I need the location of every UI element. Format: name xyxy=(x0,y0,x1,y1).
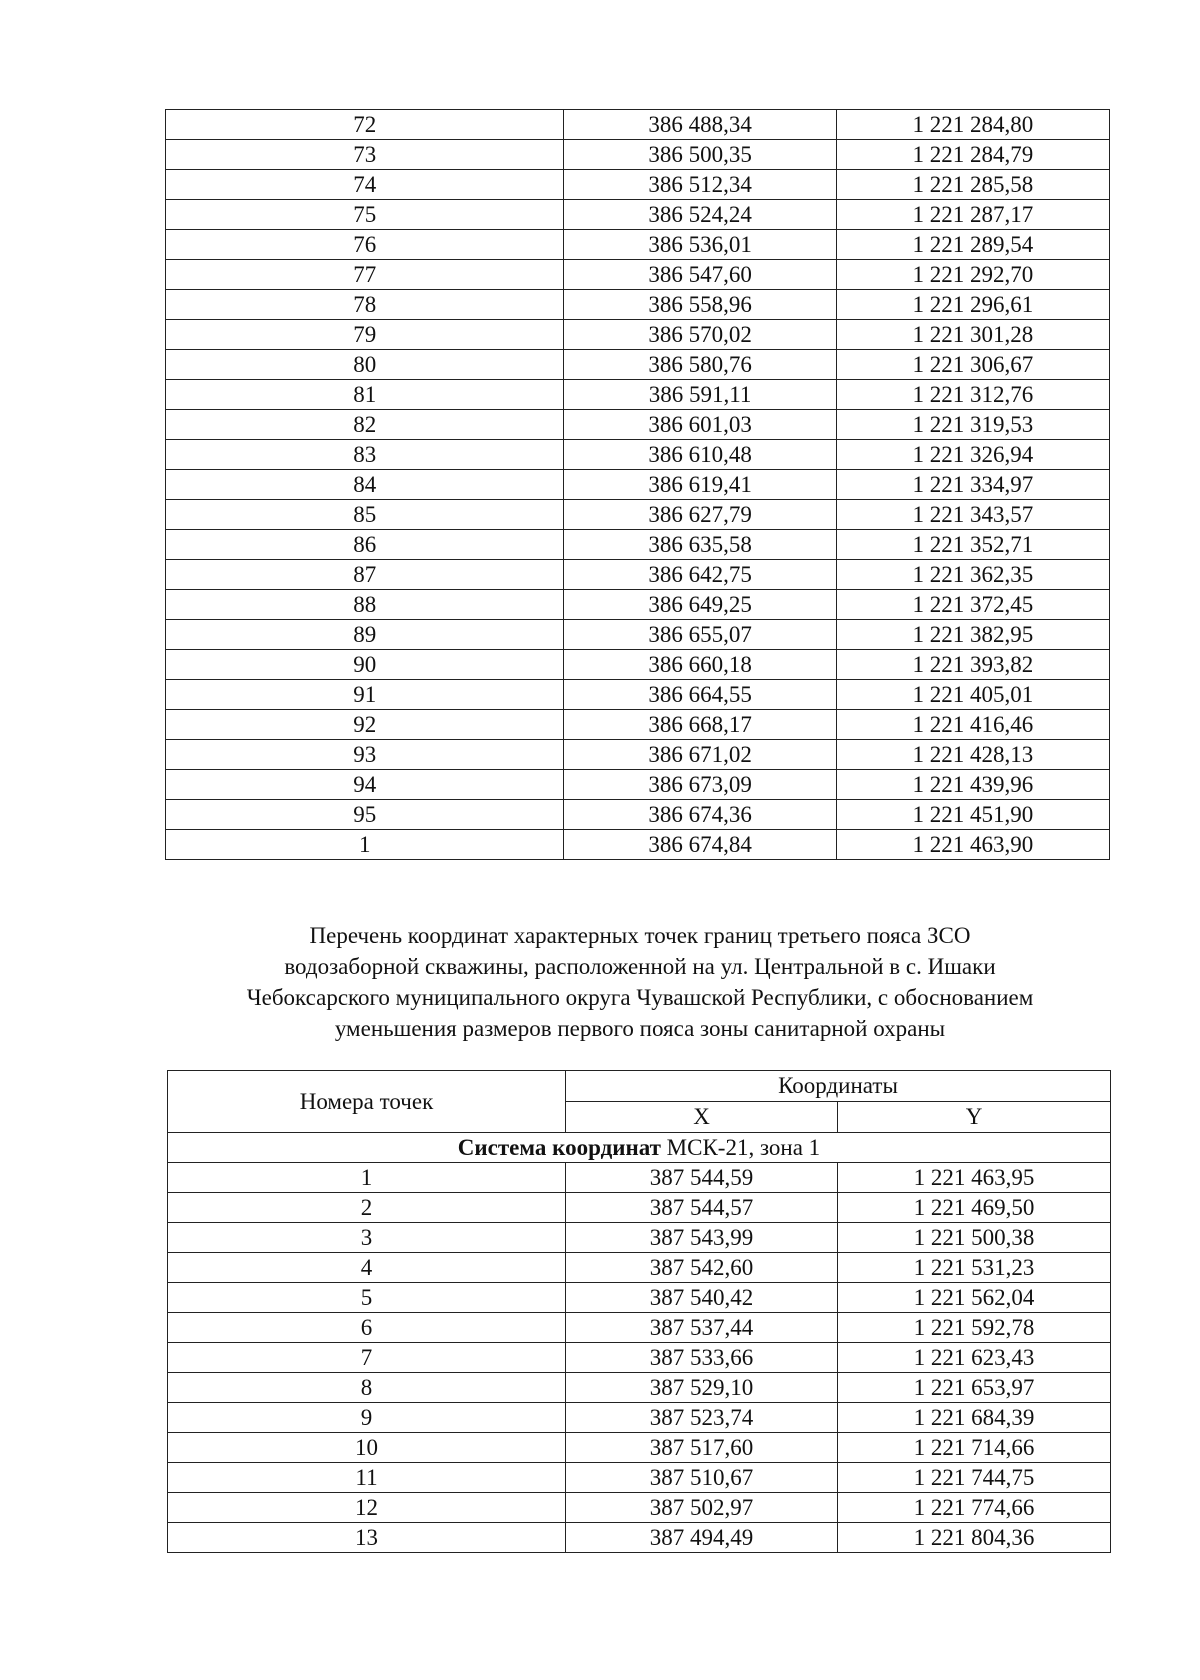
y-coordinate-cell: 1 221 319,53 xyxy=(836,410,1109,440)
x-coordinate-cell: 387 537,44 xyxy=(566,1313,838,1343)
y-coordinate-cell: 1 221 714,66 xyxy=(838,1433,1111,1463)
point-number-cell: 3 xyxy=(168,1223,566,1253)
point-number-cell: 73 xyxy=(166,140,564,170)
header-y: Y xyxy=(838,1102,1111,1133)
y-coordinate-cell: 1 221 463,90 xyxy=(836,830,1109,860)
table-row xyxy=(166,530,1110,560)
point-number-cell: 13 xyxy=(168,1523,566,1553)
point-number-cell: 8 xyxy=(168,1373,566,1403)
x-coordinate-cell: 386 619,41 xyxy=(564,470,836,500)
point-number-cell: 86 xyxy=(166,530,564,560)
point-number-cell: 95 xyxy=(166,800,564,830)
x-coordinate-cell: 386 642,75 xyxy=(564,560,836,590)
x-coordinate-cell: 386 674,84 xyxy=(564,830,836,860)
point-number-cell: 1 xyxy=(168,1163,566,1193)
point-number-cell: 7 xyxy=(168,1343,566,1373)
table-row xyxy=(166,740,1110,770)
x-coordinate-cell: 386 668,17 xyxy=(564,710,836,740)
x-coordinate-cell: 386 649,25 xyxy=(564,590,836,620)
y-coordinate-cell: 1 221 343,57 xyxy=(836,500,1109,530)
x-coordinate-cell: 386 673,09 xyxy=(564,770,836,800)
y-coordinate-cell: 1 221 362,35 xyxy=(836,560,1109,590)
point-number-cell: 72 xyxy=(166,110,564,140)
y-coordinate-cell: 1 221 463,95 xyxy=(838,1163,1111,1193)
table-row xyxy=(166,230,1110,260)
x-coordinate-cell: 387 494,49 xyxy=(566,1523,838,1553)
y-coordinate-cell: 1 221 451,90 xyxy=(836,800,1109,830)
caption-line: Перечень координат характерных точек границ третьего пояса ЗСО xyxy=(309,923,971,948)
table-row xyxy=(166,680,1110,710)
y-coordinate-cell: 1 221 285,58 xyxy=(836,170,1109,200)
point-number-cell: 92 xyxy=(166,710,564,740)
table-row xyxy=(166,620,1110,650)
x-coordinate-cell: 386 512,34 xyxy=(564,170,836,200)
table-row xyxy=(168,1403,1111,1433)
table-row xyxy=(168,1373,1111,1403)
x-coordinate-cell: 386 627,79 xyxy=(564,500,836,530)
x-coordinate-cell: 386 610,48 xyxy=(564,440,836,470)
table-row xyxy=(168,1163,1111,1193)
table-row xyxy=(166,320,1110,350)
y-coordinate-cell: 1 221 312,76 xyxy=(836,380,1109,410)
caption-line: водозаборной скважины, расположенной на ул. Центральной в с. Ишаки xyxy=(284,954,996,979)
header-row xyxy=(168,1071,1111,1102)
point-number-cell: 74 xyxy=(166,170,564,200)
point-number-cell: 2 xyxy=(168,1193,566,1223)
y-coordinate-cell: 1 221 439,96 xyxy=(836,770,1109,800)
point-number-cell: 88 xyxy=(166,590,564,620)
point-number-cell: 9 xyxy=(168,1403,566,1433)
x-coordinate-cell: 387 544,59 xyxy=(566,1163,838,1193)
table-caption xyxy=(180,920,1100,1044)
y-coordinate-cell: 1 221 653,97 xyxy=(838,1373,1111,1403)
y-coordinate-cell: 1 221 326,94 xyxy=(836,440,1109,470)
table-row xyxy=(168,1433,1111,1463)
point-number-cell: 83 xyxy=(166,440,564,470)
y-coordinate-cell: 1 221 416,46 xyxy=(836,710,1109,740)
y-coordinate-cell: 1 221 623,43 xyxy=(838,1343,1111,1373)
y-coordinate-cell: 1 221 334,97 xyxy=(836,470,1109,500)
coordinates-table-third-zone xyxy=(167,1070,1111,1553)
point-number-cell: 76 xyxy=(166,230,564,260)
x-coordinate-cell: 387 533,66 xyxy=(566,1343,838,1373)
table-row xyxy=(168,1493,1111,1523)
x-coordinate-cell: 387 544,57 xyxy=(566,1193,838,1223)
y-coordinate-cell: 1 221 393,82 xyxy=(836,650,1109,680)
coordinate-system-label xyxy=(168,1133,1111,1163)
table-row xyxy=(166,770,1110,800)
table-body xyxy=(166,110,1110,860)
coordinate-system-name: МСК-21, зона 1 xyxy=(660,1135,821,1160)
y-coordinate-cell: 1 221 352,71 xyxy=(836,530,1109,560)
x-coordinate-cell: 386 660,18 xyxy=(564,650,836,680)
table-row xyxy=(166,500,1110,530)
y-coordinate-cell: 1 221 372,45 xyxy=(836,590,1109,620)
point-number-cell: 1 xyxy=(166,830,564,860)
table-row xyxy=(166,560,1110,590)
point-number-cell: 87 xyxy=(166,560,564,590)
table-row xyxy=(166,140,1110,170)
y-coordinate-cell: 1 221 500,38 xyxy=(838,1223,1111,1253)
point-number-cell: 91 xyxy=(166,680,564,710)
table-row xyxy=(168,1523,1111,1553)
x-coordinate-cell: 386 488,34 xyxy=(564,110,836,140)
y-coordinate-cell: 1 221 289,54 xyxy=(836,230,1109,260)
y-coordinate-cell: 1 221 292,70 xyxy=(836,260,1109,290)
point-number-cell: 82 xyxy=(166,410,564,440)
y-coordinate-cell: 1 221 684,39 xyxy=(838,1403,1111,1433)
point-number-cell: 5 xyxy=(168,1283,566,1313)
table-row xyxy=(166,440,1110,470)
y-coordinate-cell: 1 221 744,75 xyxy=(838,1463,1111,1493)
table-body xyxy=(168,1133,1111,1553)
x-coordinate-cell: 387 517,60 xyxy=(566,1433,838,1463)
y-coordinate-cell: 1 221 287,17 xyxy=(836,200,1109,230)
point-number-cell: 85 xyxy=(166,500,564,530)
point-number-cell: 90 xyxy=(166,650,564,680)
x-coordinate-cell: 387 540,42 xyxy=(566,1283,838,1313)
x-coordinate-cell: 386 536,01 xyxy=(564,230,836,260)
point-number-cell: 79 xyxy=(166,320,564,350)
table-row xyxy=(166,800,1110,830)
x-coordinate-cell: 386 601,03 xyxy=(564,410,836,440)
y-coordinate-cell: 1 221 592,78 xyxy=(838,1313,1111,1343)
table-row xyxy=(168,1283,1111,1313)
table-row xyxy=(168,1223,1111,1253)
x-coordinate-cell: 386 570,02 xyxy=(564,320,836,350)
table-row xyxy=(166,290,1110,320)
x-coordinate-cell: 387 523,74 xyxy=(566,1403,838,1433)
point-number-cell: 10 xyxy=(168,1433,566,1463)
x-coordinate-cell: 386 558,96 xyxy=(564,290,836,320)
table-row xyxy=(168,1313,1111,1343)
point-number-cell: 89 xyxy=(166,620,564,650)
x-coordinate-cell: 386 664,55 xyxy=(564,680,836,710)
coordinates-table-continued xyxy=(165,109,1110,860)
x-coordinate-cell: 386 547,60 xyxy=(564,260,836,290)
table-row xyxy=(166,830,1110,860)
table-row xyxy=(166,410,1110,440)
x-coordinate-cell: 386 500,35 xyxy=(564,140,836,170)
point-number-cell: 4 xyxy=(168,1253,566,1283)
x-coordinate-cell: 387 502,97 xyxy=(566,1493,838,1523)
x-coordinate-cell: 387 529,10 xyxy=(566,1373,838,1403)
y-coordinate-cell: 1 221 284,80 xyxy=(836,110,1109,140)
table-row xyxy=(166,110,1110,140)
table-row xyxy=(166,710,1110,740)
coordinate-system-bold: Система координат xyxy=(457,1135,661,1160)
y-coordinate-cell: 1 221 774,66 xyxy=(838,1493,1111,1523)
x-coordinate-cell: 386 674,36 xyxy=(564,800,836,830)
table-row xyxy=(168,1463,1111,1493)
point-number-cell: 94 xyxy=(166,770,564,800)
x-coordinate-cell: 386 655,07 xyxy=(564,620,836,650)
header-x: X xyxy=(566,1102,838,1133)
x-coordinate-cell: 386 635,58 xyxy=(564,530,836,560)
table-row xyxy=(166,200,1110,230)
x-coordinate-cell: 386 580,76 xyxy=(564,350,836,380)
point-number-cell: 93 xyxy=(166,740,564,770)
y-coordinate-cell: 1 221 804,36 xyxy=(838,1523,1111,1553)
table-row xyxy=(166,170,1110,200)
table-row xyxy=(166,380,1110,410)
point-number-cell: 77 xyxy=(166,260,564,290)
y-coordinate-cell: 1 221 428,13 xyxy=(836,740,1109,770)
y-coordinate-cell: 1 221 382,95 xyxy=(836,620,1109,650)
table-row xyxy=(168,1253,1111,1283)
y-coordinate-cell: 1 221 405,01 xyxy=(836,680,1109,710)
point-number-cell: 78 xyxy=(166,290,564,320)
x-coordinate-cell: 387 543,99 xyxy=(566,1223,838,1253)
caption-line: Чебоксарского муниципального округа Чувашской Республики, с обоснованием xyxy=(246,985,1034,1010)
y-coordinate-cell: 1 221 284,79 xyxy=(836,140,1109,170)
caption-line: уменьшения размеров первого пояса зоны санитарной охраны xyxy=(334,1016,946,1041)
table-row xyxy=(166,650,1110,680)
y-coordinate-cell: 1 221 562,04 xyxy=(838,1283,1111,1313)
header-point-numbers: Номера точек xyxy=(168,1071,566,1133)
y-coordinate-cell: 1 221 469,50 xyxy=(838,1193,1111,1223)
x-coordinate-cell: 386 591,11 xyxy=(564,380,836,410)
point-number-cell: 75 xyxy=(166,200,564,230)
y-coordinate-cell: 1 221 296,61 xyxy=(836,290,1109,320)
point-number-cell: 12 xyxy=(168,1493,566,1523)
header-coordinates: Координаты xyxy=(566,1071,1111,1102)
point-number-cell: 11 xyxy=(168,1463,566,1493)
y-coordinate-cell: 1 221 301,28 xyxy=(836,320,1109,350)
point-number-cell: 6 xyxy=(168,1313,566,1343)
point-number-cell: 84 xyxy=(166,470,564,500)
y-coordinate-cell: 1 221 531,23 xyxy=(838,1253,1111,1283)
table-row xyxy=(168,1343,1111,1373)
x-coordinate-cell: 386 671,02 xyxy=(564,740,836,770)
x-coordinate-cell: 387 510,67 xyxy=(566,1463,838,1493)
point-number-cell: 81 xyxy=(166,380,564,410)
table-row xyxy=(168,1193,1111,1223)
y-coordinate-cell: 1 221 306,67 xyxy=(836,350,1109,380)
table-row xyxy=(166,350,1110,380)
point-number-cell: 80 xyxy=(166,350,564,380)
table-row xyxy=(166,590,1110,620)
x-coordinate-cell: 387 542,60 xyxy=(566,1253,838,1283)
coordinate-system-row xyxy=(168,1133,1111,1163)
x-coordinate-cell: 386 524,24 xyxy=(564,200,836,230)
table-row xyxy=(166,260,1110,290)
table-row xyxy=(166,470,1110,500)
